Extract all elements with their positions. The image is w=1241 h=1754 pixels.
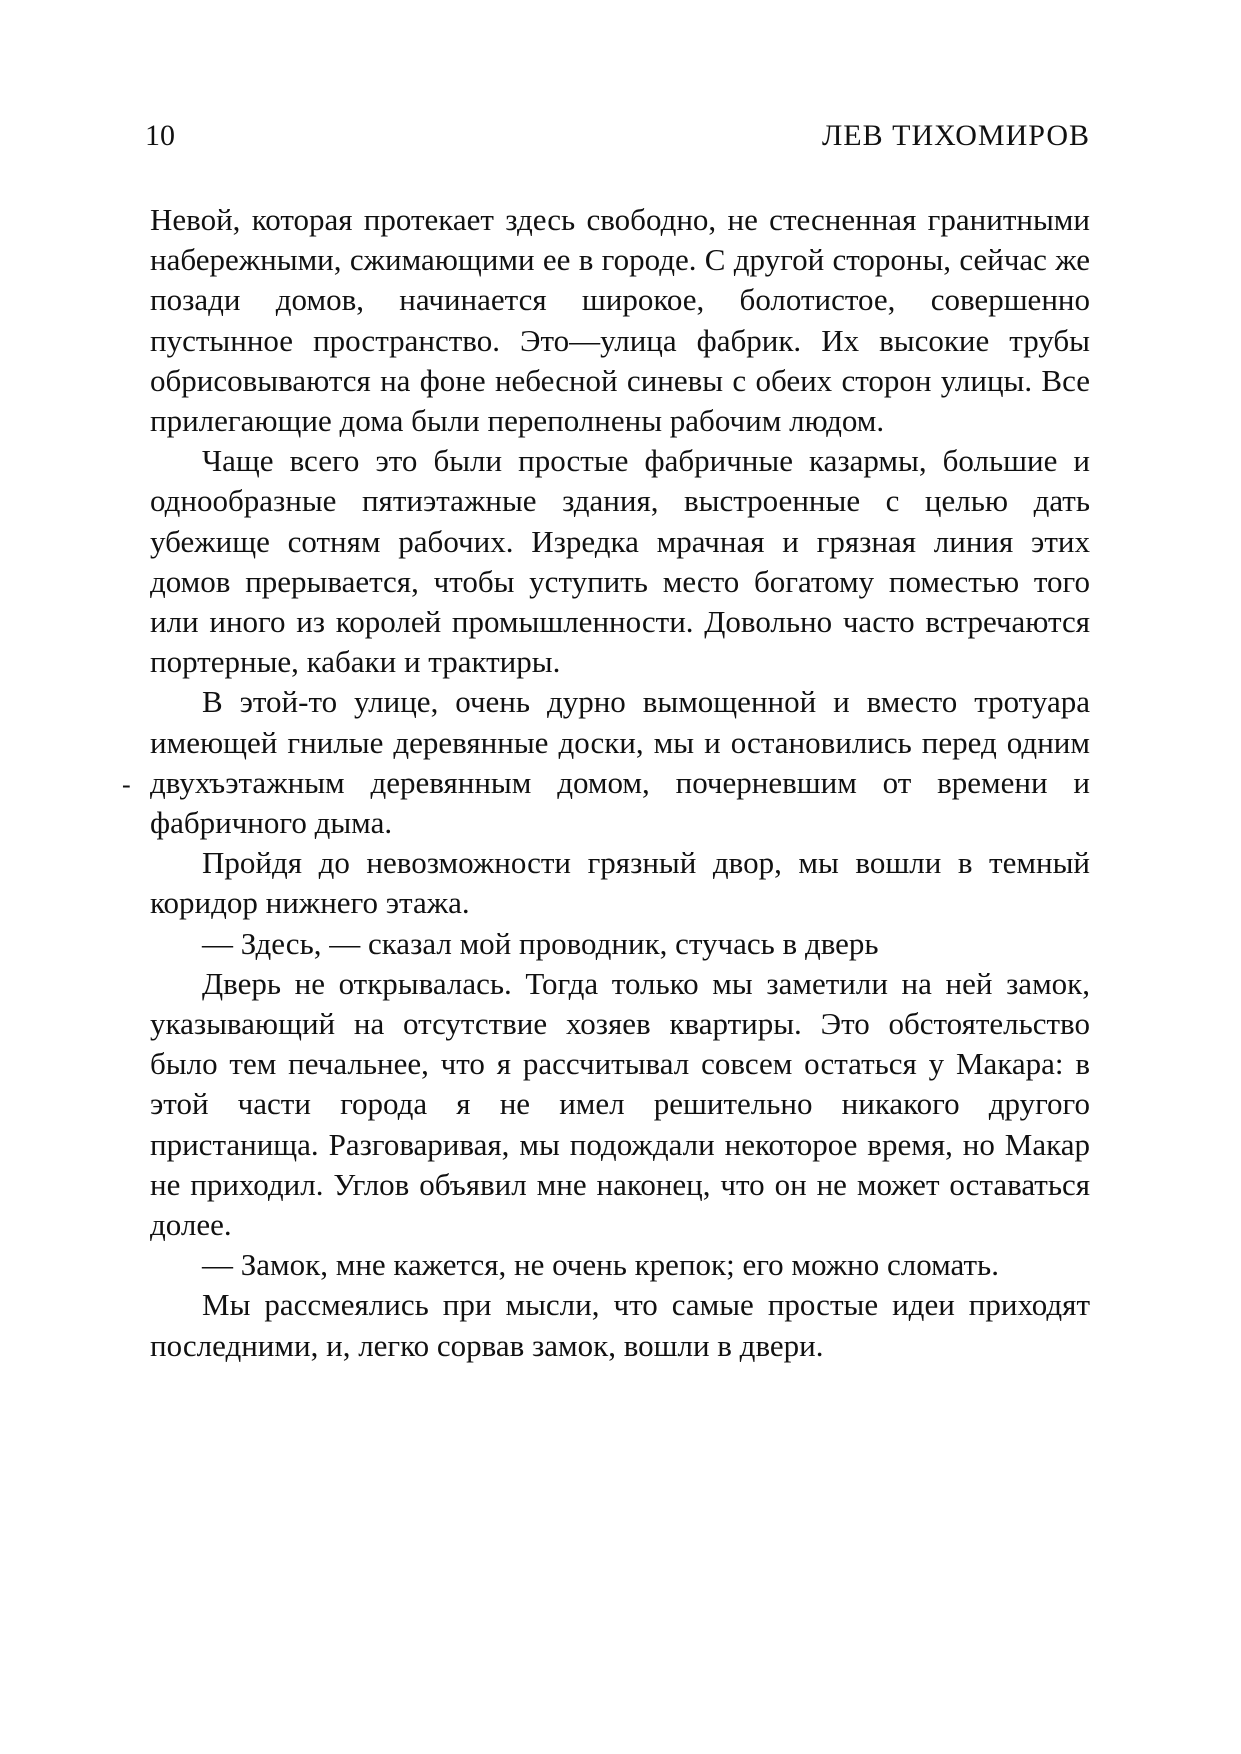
paragraph: В этой-то улице, очень дурно вымощенной и вместо тротуара имеющей гнилые деревянные доски, мы и остановились перед одним двухъэтажным деревянным домом, почерневшим от времени и фабричного дыма. xyxy=(150,684,1090,841)
page-number: 10 xyxy=(145,119,175,152)
paragraph: Мы рассмеялись при мысли, что самые простые идеи приходят последними, и, легко сорвав замок, вошли в двери. xyxy=(150,1287,1090,1363)
paragraph: Пройдя до невозможности грязный двор, мы вошли в темный коридор нижнего этажа. xyxy=(150,845,1090,921)
dialogue-line: — Замок, мне кажется, не очень крепок; его можно сломать. xyxy=(202,1247,999,1283)
dialogue-line: — Здесь, — сказал мой проводник, стучась в дверь xyxy=(202,925,879,961)
running-head: ЛЕВ ТИХОМИРОВ xyxy=(821,119,1090,152)
margin-mark: - xyxy=(122,770,131,799)
paragraph: Дверь не открывалась. Тогда только мы заметили на ней замок, указывающий на отсутствие хозяев квартиры. Это обстоятельство было тем печальнее, что я рассчитывал совсем остаться у Макара: в этой части города я не имел решительно никакого другого пристанища. Разговаривая, мы подождали некоторое время, но Макар не приходил. Углов объявил мне наконец, что он не может оставаться долее. xyxy=(150,965,1090,1243)
page-header xyxy=(145,118,1090,168)
paragraph: Чаще всего это были простые фабричные казармы, большие и однообразные пятиэтажные здания, выстроенные с целью дать убежище сотням рабочих. Изредка мрачная и грязная линия этих домов прерывается, чтобы уступить место богатому поместью того или иного из королей промышленности. Довольно часто встречаются портерные, кабаки и трактиры. xyxy=(150,443,1090,680)
paragraph: Невой, которая протекает здесь свободно, не стесненная гранитными набережными, сжимающими ее в городе. С другой стороны, сейчас же позади домов, начинается широкое, болотистое, совершенно пустынное пространство. Это—улица фабрик. Их высокие трубы обрисовываются на фоне небесной синевы с обеих сторон улицы. Все прилегающие дома были переполнены рабочим людом. xyxy=(150,202,1090,439)
body-text xyxy=(150,200,1090,1366)
